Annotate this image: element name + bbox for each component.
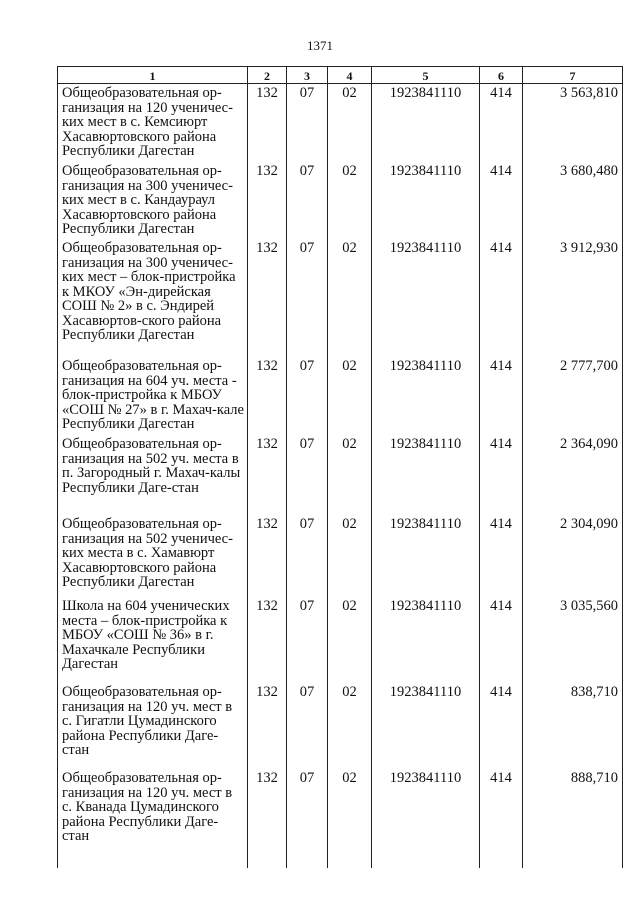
header-row (58, 67, 623, 84)
row-name: Общеобразовательная ор-ганизация на 300 ученичес-ких мест в с. Кандаураул Хасавюртовского района Республики Дагестан (58, 162, 248, 239)
row-amount: 3 035,560 (523, 597, 623, 683)
row-section-code: 07 (287, 597, 328, 683)
row-section-code: 07 (287, 435, 328, 515)
row-ministry-code: 132 (248, 597, 287, 683)
budget-table (57, 66, 623, 868)
row-expense-type-code: 414 (480, 769, 523, 868)
row-ministry-code: 132 (248, 84, 287, 163)
row-target-code: 1923841110 (372, 597, 480, 683)
row-name: Общеобразовательная ор-ганизация на 120 уч. мест в с. Гигатли Цумадинского района Республики Даге-стан (58, 683, 248, 769)
row-subsection-code: 02 (328, 515, 372, 597)
row-target-code: 1923841110 (372, 769, 480, 868)
row-ministry-code: 132 (248, 683, 287, 769)
row-expense-type-code: 414 (480, 239, 523, 357)
row-ministry-code: 132 (248, 769, 287, 868)
row-expense-type-code: 414 (480, 357, 523, 435)
table-row (58, 597, 623, 683)
row-amount: 3 912,930 (523, 239, 623, 357)
row-ministry-code: 132 (248, 515, 287, 597)
row-amount: 838,710 (523, 683, 623, 769)
row-subsection-code: 02 (328, 239, 372, 357)
row-name: Общеобразовательная ор-ганизация на 300 ученичес-ких мест – блок-пристройка к МКОУ «Эн-дирейская СОШ № 2» в с. Эндирей Хасавюртов-ского района Республики Дагестан (58, 239, 248, 357)
row-amount: 2 777,700 (523, 357, 623, 435)
row-section-code: 07 (287, 84, 328, 163)
row-subsection-code: 02 (328, 769, 372, 868)
table-row (58, 769, 623, 868)
table-row (58, 435, 623, 515)
row-target-code: 1923841110 (372, 435, 480, 515)
row-section-code: 07 (287, 515, 328, 597)
row-target-code: 1923841110 (372, 357, 480, 435)
row-expense-type-code: 414 (480, 162, 523, 239)
row-name: Общеобразовательная ор-ганизация на 604 уч. места - блок-пристройка к МБОУ «СОШ № 27» в г. Махач-кале Республики Дагестан (58, 357, 248, 435)
row-target-code: 1923841110 (372, 683, 480, 769)
column-header-1: 1 (58, 67, 248, 84)
table-row (58, 162, 623, 239)
row-amount: 2 364,090 (523, 435, 623, 515)
row-amount: 3 563,810 (523, 84, 623, 163)
table-row (58, 515, 623, 597)
column-header-3: 3 (287, 67, 328, 84)
row-name: Школа на 604 ученических места – блок-пристройка к МБОУ «СОШ № 36» в г. Махачкале Республики Дагестан (58, 597, 248, 683)
row-amount: 2 304,090 (523, 515, 623, 597)
column-header-5: 5 (372, 67, 480, 84)
row-subsection-code: 02 (328, 357, 372, 435)
row-section-code: 07 (287, 239, 328, 357)
row-expense-type-code: 414 (480, 683, 523, 769)
table-header (58, 67, 623, 84)
row-subsection-code: 02 (328, 683, 372, 769)
row-target-code: 1923841110 (372, 239, 480, 357)
row-subsection-code: 02 (328, 597, 372, 683)
row-expense-type-code: 414 (480, 515, 523, 597)
row-ministry-code: 132 (248, 357, 287, 435)
row-ministry-code: 132 (248, 162, 287, 239)
table-row (58, 357, 623, 435)
row-subsection-code: 02 (328, 84, 372, 163)
column-header-4: 4 (328, 67, 372, 84)
row-expense-type-code: 414 (480, 597, 523, 683)
row-section-code: 07 (287, 357, 328, 435)
row-name: Общеобразовательная ор-ганизация на 502 уч. места в п. Загородный г. Махач-калы Республики Даге-стан (58, 435, 248, 515)
page-number: 1371 (307, 38, 333, 53)
row-ministry-code: 132 (248, 435, 287, 515)
row-ministry-code: 132 (248, 239, 287, 357)
column-header-7: 7 (523, 67, 623, 84)
column-header-2: 2 (248, 67, 287, 84)
row-name: Общеобразовательная ор-ганизация на 120 уч. мест в с. Кванада Цумадинского района Республики Даге-стан (58, 769, 248, 868)
row-subsection-code: 02 (328, 435, 372, 515)
row-target-code: 1923841110 (372, 162, 480, 239)
row-amount: 888,710 (523, 769, 623, 868)
row-name: Общеобразовательная ор-ганизация на 502 ученичес-ких места в с. Хамавюрт Хасавюртовского района Республики Дагестан (58, 515, 248, 597)
row-expense-type-code: 414 (480, 84, 523, 163)
row-name: Общеобразовательная ор-ганизация на 120 ученичес-ких мест в с. Кемсиюрт Хасавюртовского района Республики Дагестан (58, 84, 248, 163)
row-section-code: 07 (287, 162, 328, 239)
row-target-code: 1923841110 (372, 84, 480, 163)
row-target-code: 1923841110 (372, 515, 480, 597)
table-body (58, 84, 623, 869)
row-section-code: 07 (287, 683, 328, 769)
row-expense-type-code: 414 (480, 435, 523, 515)
row-amount: 3 680,480 (523, 162, 623, 239)
table-row (58, 683, 623, 769)
table-row (58, 239, 623, 357)
column-header-6: 6 (480, 67, 523, 84)
table-row (58, 84, 623, 163)
row-section-code: 07 (287, 769, 328, 868)
row-subsection-code: 02 (328, 162, 372, 239)
